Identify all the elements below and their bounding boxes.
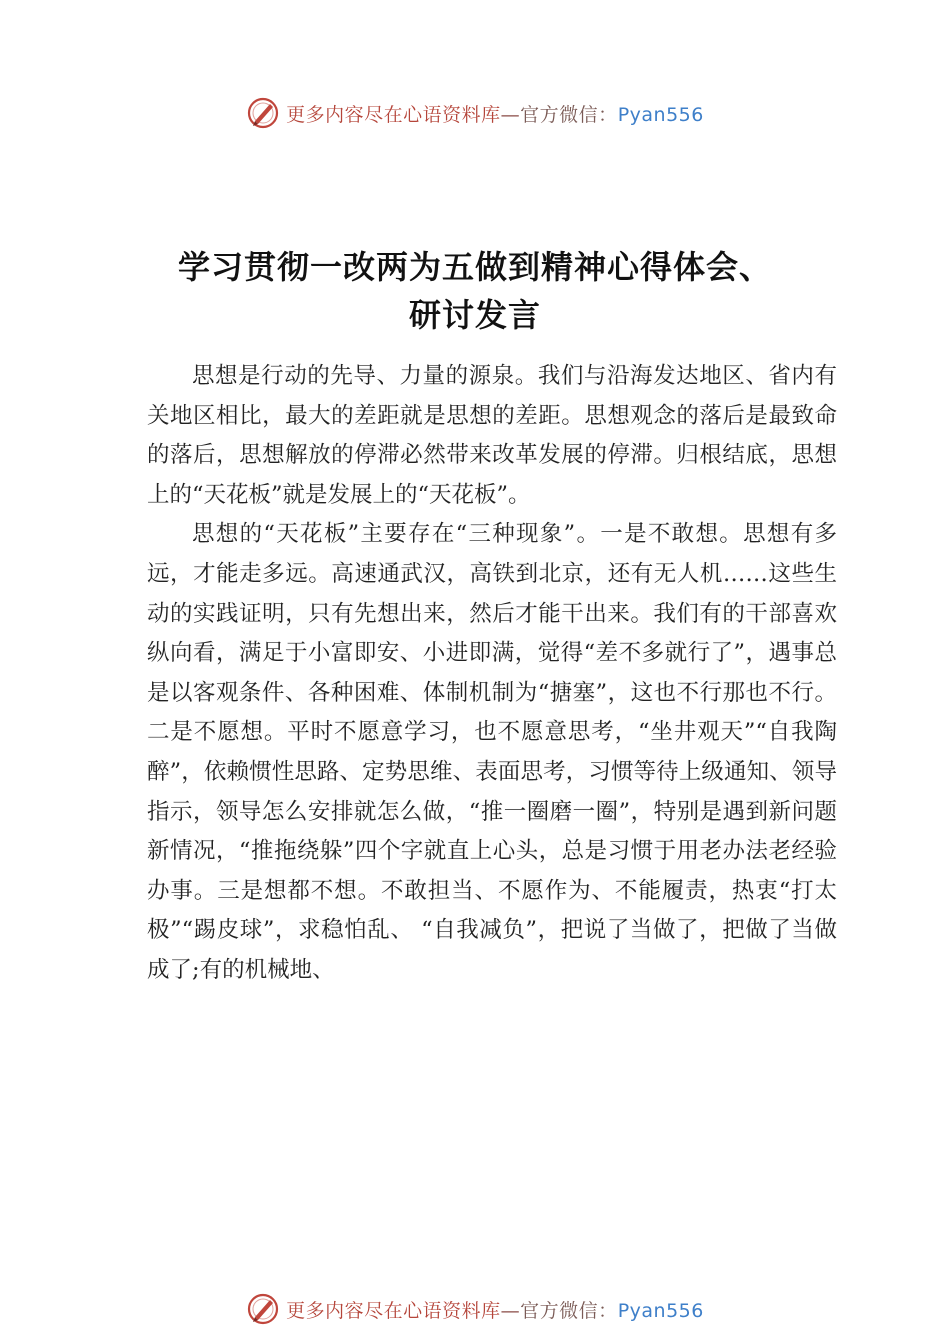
- document-body: [147, 357, 837, 991]
- header-dash: —: [500, 103, 521, 126]
- footer-wechat-id: Pyan556: [617, 1299, 704, 1322]
- header-official: 官方微信：: [520, 103, 618, 126]
- header-promo: 更多内容尽在心语资料库: [286, 103, 501, 126]
- footer-promo: 更多内容尽在心语资料库: [286, 1299, 501, 1322]
- header-text: [286, 100, 704, 127]
- footer-banner: [0, 1289, 950, 1329]
- title-line-1: 学习贯彻一改两为五做到精神心得体会、: [177, 248, 772, 287]
- footer-dash: —: [500, 1299, 521, 1322]
- paragraph: 思想的“天花板”主要存在“三种现象”。一是不敢想。思想有多远，才能走多远。高速通武汉，高铁到北京，还有无人机……这些生动的实践证明，只有先想出来，然后才能干出来。我们有的干部喜欢纵向看，满足于小富即安、小进即满，觉得“差不多就行了”，遇事总是以客观条件、各种困难、体制机制为“搪塞”，这也不行那也不行。二是不愿想。平时不愿意学习，也不愿意思考，“坐井观天”“自我陶醉”，依赖惯性思路、定势思维、表面思考，习惯等待上级通知、领导指示，领导怎么安排就怎么做，“推一圈磨一圈”，特别是遇到新问题新情况，“推拖绕躲”四个字就直上心头，总是习惯于用老办法老经验办事。三是想都不想。不敢担当、不愿作为、不能履责，热衷“打太极”“踢皮球”，求稳怕乱、 “自我减负”，把说了当做了，把做了当做成了;有的机械地、: [147, 521, 837, 983]
- header-wechat-id: Pyan556: [617, 103, 704, 126]
- footer-text: [286, 1296, 704, 1323]
- header-banner: [0, 93, 950, 133]
- pen-logo-icon: [246, 96, 280, 130]
- paragraph: 思想是行动的先导、力量的源泉。我们与沿海发达地区、省内有关地区相比，最大的差距就是思想的差距。思想观念的落后是最致命的落后，思想解放的停滞必然带来改革发展的停滞。归根结底，思想上的“天花板”就是发展上的“天花板”。: [147, 363, 837, 508]
- pen-logo-icon: [246, 1292, 280, 1326]
- document-title: [0, 243, 950, 339]
- footer-official: 官方微信：: [520, 1299, 618, 1322]
- title-line-2: 研讨发言: [408, 296, 541, 335]
